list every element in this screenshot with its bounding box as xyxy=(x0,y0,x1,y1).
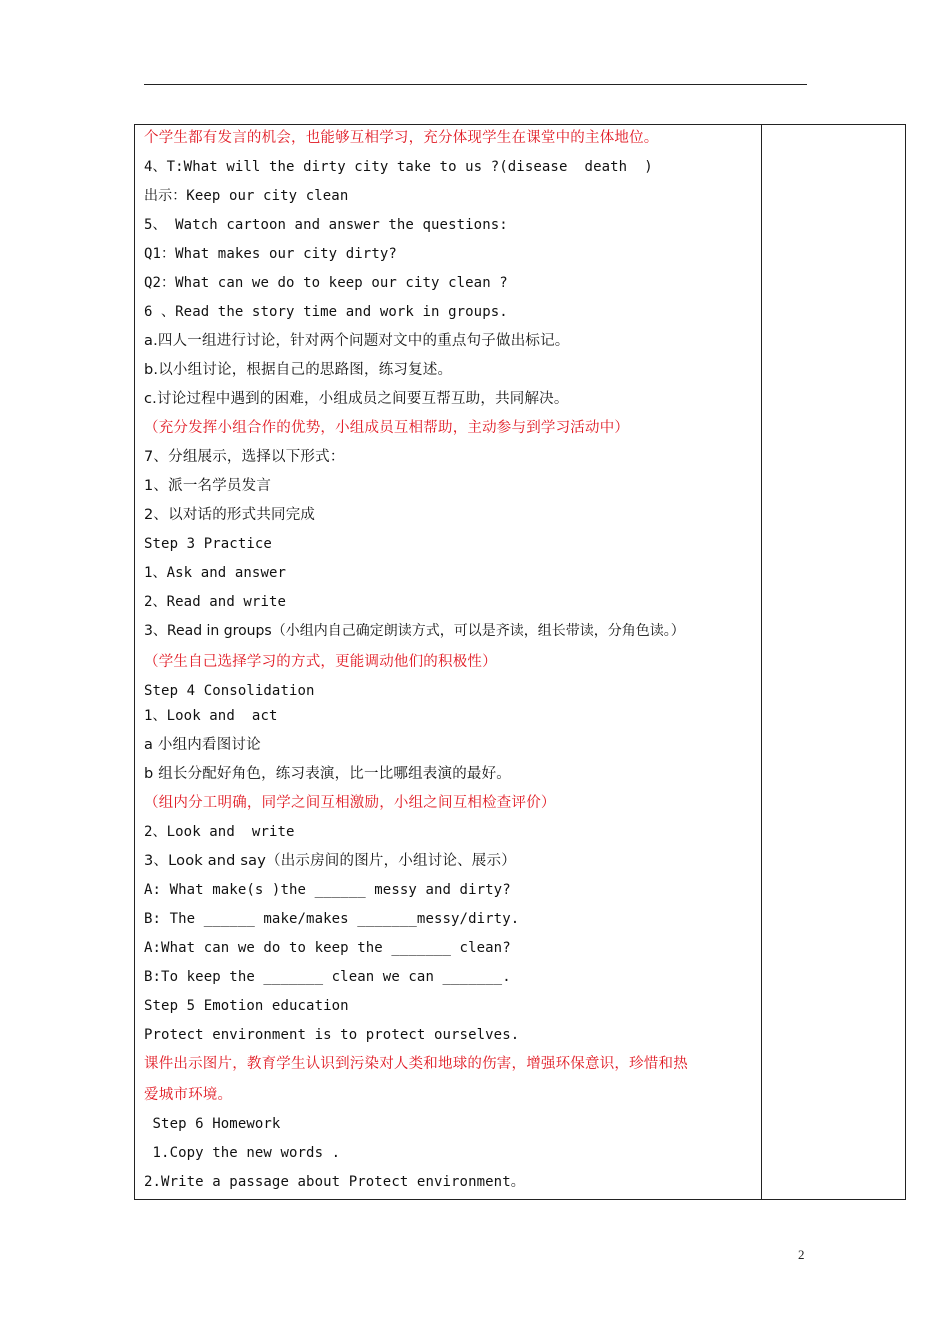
text-line: （充分发挥小组合作的优势，小组成员互相帮助，主动参与到学习活动中） xyxy=(144,420,630,436)
text-line: b.以小组讨论，根据自己的思路图，练习复述。 xyxy=(144,362,453,378)
text-line: 2.Write a passage about Protect environment。 xyxy=(144,1174,525,1190)
text-line: 5、 Watch cartoon and answer the questions: xyxy=(144,217,508,233)
text-line: 1、Ask and answer xyxy=(144,565,287,581)
text-line: a 小组内看图讨论 xyxy=(144,737,261,753)
text-line: Step 4 Consolidation xyxy=(144,683,315,699)
text-line: 1.Copy the new words . xyxy=(144,1145,341,1161)
text-line: B:To keep the _______ clean we can _______. xyxy=(144,969,511,985)
text-line: A:What can we do to keep the _______ clean? xyxy=(144,940,511,956)
page-number: 2 xyxy=(798,1247,805,1262)
text-line: 6 、Read the story time and work in groups. xyxy=(144,304,508,320)
text-line: 3、Read in groups（小组内自己确定朗读方式，可以是齐读，组长带读，分角色读。） xyxy=(144,623,685,639)
text-line: c.讨论过程中遇到的困难，小组成员之间要互帮互助，共同解决。 xyxy=(144,391,569,407)
text-line: 2、Read and write xyxy=(144,594,287,610)
text-line: Q2：What can we do to keep our city clean ? xyxy=(144,275,508,291)
text-line: Step 5 Emotion education xyxy=(144,998,349,1014)
text-line: 1、Look and act xyxy=(144,708,278,724)
text-line: B: The ______ make/makes _______messy/dirty. xyxy=(144,911,520,927)
text-line: 爱城市环境。 xyxy=(144,1087,233,1103)
text-line: Q1：What makes our city dirty? xyxy=(144,246,397,262)
text-line: 3、Look and say（出示房间的图片，小组讨论、展示） xyxy=(144,853,516,869)
text-line: a.四人一组进行讨论，针对两个问题对文中的重点句子做出标记。 xyxy=(144,333,570,349)
text-line: 出示：Keep our city clean xyxy=(144,188,349,204)
text-line: 2、Look and write xyxy=(144,824,295,840)
header-rule xyxy=(144,84,807,85)
text-line: A: What make(s )the ______ messy and dirty? xyxy=(144,882,511,898)
text-line: （组内分工明确，同学之间互相激励，小组之间互相检查评价） xyxy=(144,795,556,811)
text-line: 7、分组展示，选择以下形式： xyxy=(144,449,345,465)
text-line: Step 6 Homework xyxy=(144,1116,281,1132)
text-line: 1、派一名学员发言 xyxy=(144,478,272,494)
text-line: b 组长分配好角色，练习表演，比一比哪组表演的最好。 xyxy=(144,766,512,782)
text-line: 课件出示图片，教育学生认识到污染对人类和地球的伤害，增强环保意识，珍惜和热 xyxy=(144,1056,688,1072)
text-line: 4、T:What will the dirty city take to us ?(disease death ) xyxy=(144,159,653,175)
text-line: 2、以对话的形式共同完成 xyxy=(144,507,316,523)
text-line: Step 3 Practice xyxy=(144,536,272,552)
text-line: 个学生都有发言的机会，也能够互相学习，充分体现学生在课堂中的主体地位。 xyxy=(144,130,659,146)
text-line: Protect environment is to protect ourselves. xyxy=(144,1027,520,1043)
text-line: （学生自己选择学习的方式，更能调动他们的积极性） xyxy=(144,654,497,670)
table-column-divider xyxy=(761,124,762,1200)
